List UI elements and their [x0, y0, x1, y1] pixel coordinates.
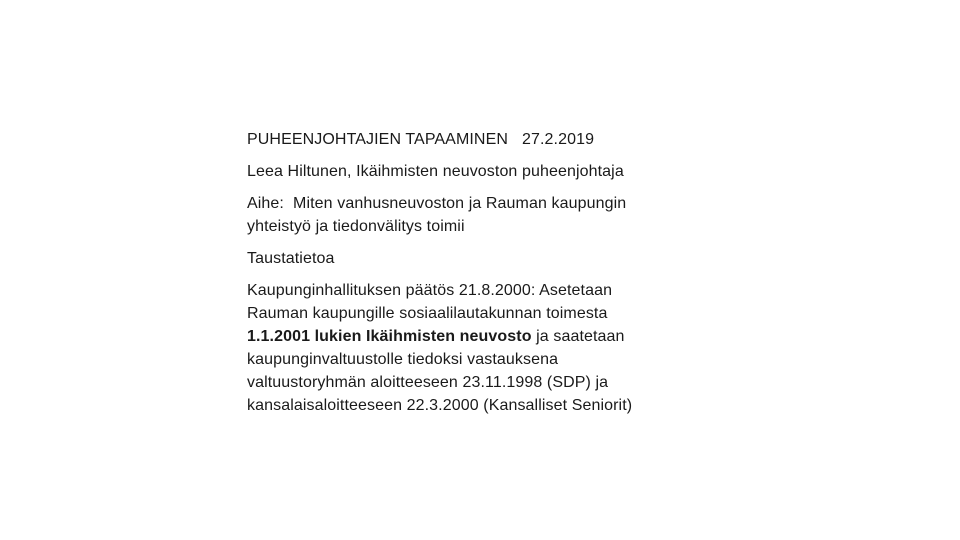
- background-line-6: kansalaisaloitteeseen 22.3.2000 (Kansalliset Seniorit): [247, 397, 633, 414]
- meeting-title-text: PUHEENJOHTAJIEN TAPAAMINEN: [247, 131, 509, 148]
- presenter-line: Leea Hiltunen, Ikäihmisten neuvoston puheenjohtaja: [247, 163, 624, 180]
- background-text: [247, 279, 707, 417]
- slide-content: [247, 128, 707, 426]
- meeting-title: [247, 128, 707, 151]
- background-line-3: [247, 325, 707, 348]
- topic: [247, 192, 707, 238]
- section-heading: Taustatietoa: [247, 250, 335, 267]
- background-line-5: valtuustoryhmän aloitteeseen 23.11.1998 (SDP) ja: [247, 374, 609, 391]
- topic-line-2: yhteistyö ja tiedonvälitys toimii: [247, 218, 465, 235]
- background-line-1: Kaupunginhallituksen päätös 21.8.2000: Asetetaan: [247, 282, 613, 299]
- background-line-3-rest: ja saatetaan: [531, 328, 625, 345]
- topic-line-1: Aihe: Miten vanhusneuvoston ja Rauman kaupungin: [247, 195, 627, 212]
- background-line-4: kaupunginvaltuustolle tiedoksi vastauksena: [247, 351, 559, 368]
- meeting-date: 27.2.2019: [522, 131, 595, 148]
- council-founding-highlight: 1.1.2001 lukien Ikäihmisten neuvosto: [247, 328, 532, 345]
- background-line-2: Rauman kaupungille sosiaalilautakunnan toimesta: [247, 305, 608, 322]
